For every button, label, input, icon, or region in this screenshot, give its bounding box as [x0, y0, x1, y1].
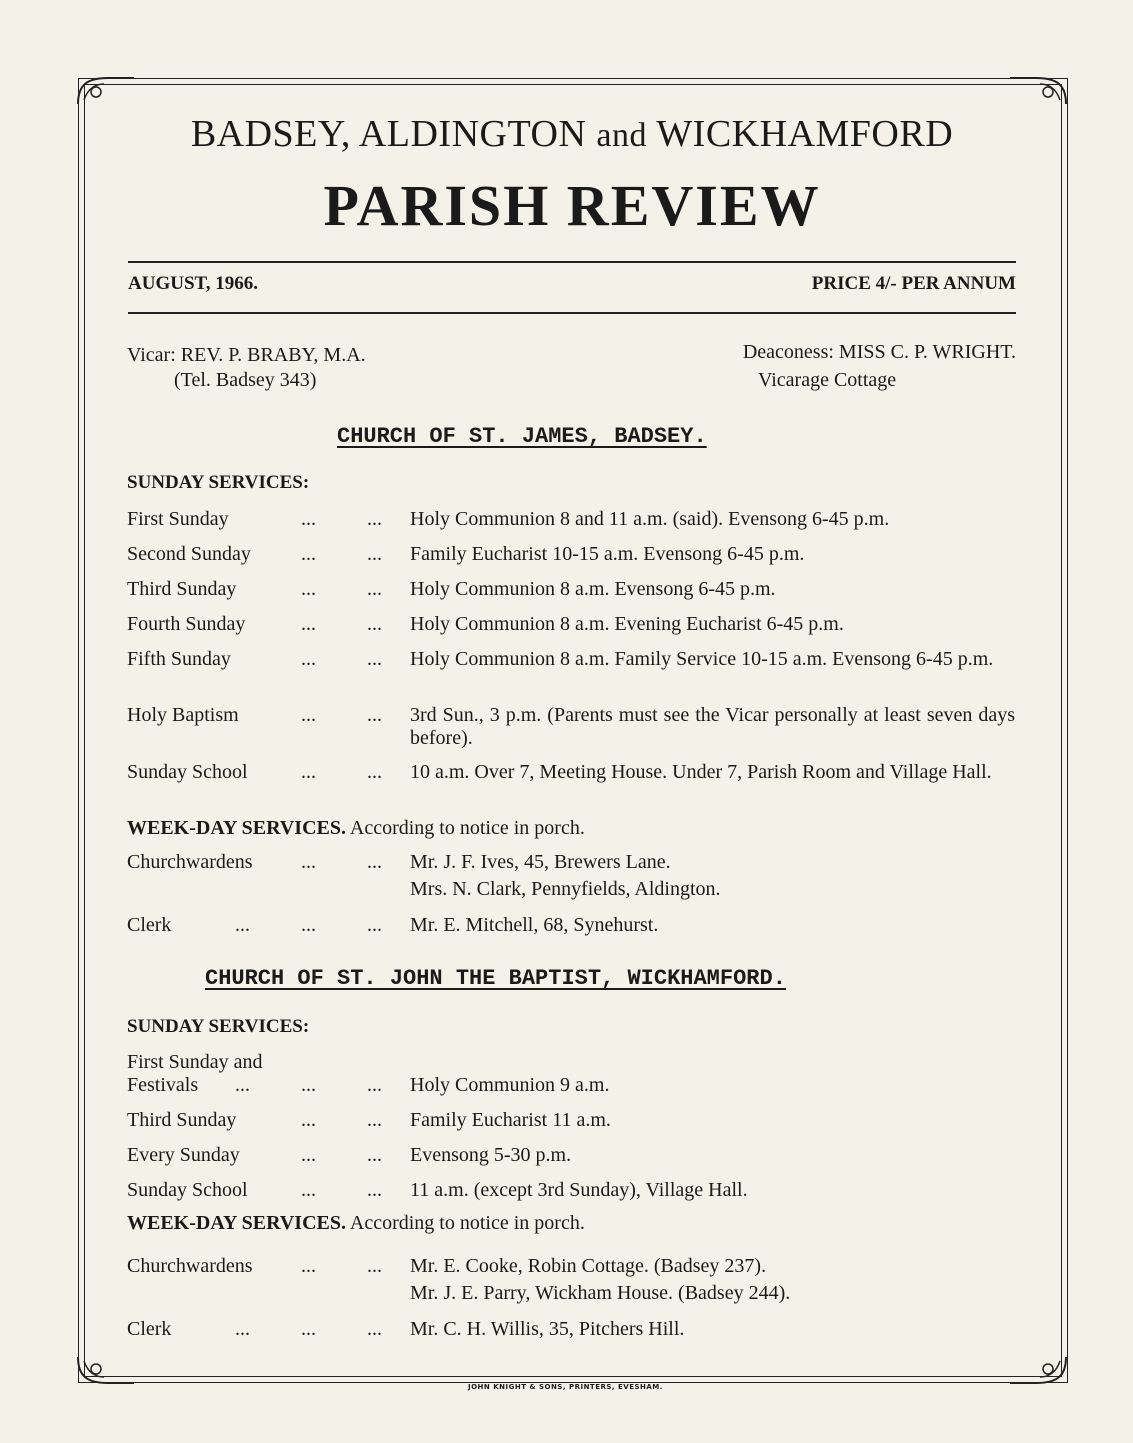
service-value: 10 a.m. Over 7, Meeting House. Under 7, Parish Room and Village Hall.	[410, 761, 992, 783]
leader-dots: ...	[301, 1074, 316, 1096]
service-value: Family Eucharist 11 a.m.	[410, 1109, 611, 1131]
service-value: 3rd Sun., 3 p.m. (Parents must see the Vicar personally at least seven days before).	[410, 704, 1015, 749]
leader-dots: ...	[367, 851, 382, 873]
leader-dots: ...	[301, 1318, 316, 1340]
badsey-church-heading: CHURCH OF ST. JAMES, BADSEY.	[337, 424, 707, 449]
vicar-name: Vicar: REV. P. BRABY, M.A.	[127, 344, 366, 366]
clerk-label: Clerk	[127, 1318, 172, 1340]
service-value: Holy Communion 8 a.m. Evening Eucharist 6-45 p.m.	[410, 613, 844, 635]
churchwarden-1: Mr. J. F. Ives, 45, Brewers Lane.	[410, 851, 671, 873]
corner-ornament-icon	[1008, 1351, 1070, 1387]
service-value: Holy Communion 9 a.m.	[410, 1074, 610, 1096]
service-value: Holy Communion 8 a.m. Evensong 6-45 p.m.	[410, 578, 776, 600]
churchwardens-label: Churchwardens	[127, 851, 253, 873]
leader-dots: ...	[301, 851, 316, 873]
leader-dots: ...	[367, 1179, 382, 1201]
parish-names	[128, 112, 1016, 156]
clerk-label: Clerk	[127, 914, 172, 936]
service-label: Second Sunday	[127, 543, 251, 565]
printer-credit: JOHN KNIGHT & SONS, PRINTERS, EVESHAM.	[468, 1383, 663, 1391]
leader-dots: ...	[301, 1255, 316, 1277]
service-label: Sunday School	[127, 761, 248, 783]
leader-dots: ...	[367, 1144, 382, 1166]
leader-dots: ...	[301, 578, 316, 600]
corner-ornament-icon	[1008, 74, 1070, 110]
service-value: 11 a.m. (except 3rd Sunday), Village Hall.	[410, 1179, 748, 1201]
badsey-weekday-services	[127, 817, 585, 840]
parish-names-a: BADSEY, ALDINGTON	[190, 113, 587, 155]
divider	[128, 312, 1016, 314]
service-label: Fifth Sunday	[127, 648, 231, 670]
leader-dots: ...	[301, 704, 316, 726]
leader-dots: ...	[367, 1255, 382, 1277]
leader-dots: ...	[367, 914, 382, 936]
service-label: Every Sunday	[127, 1144, 240, 1166]
corner-ornament-icon	[74, 74, 136, 110]
leader-dots: ...	[367, 761, 382, 783]
leader-dots: ...	[367, 648, 382, 670]
deaconess-name: Deaconess: MISS C. P. WRIGHT.	[742, 341, 1016, 363]
leader-dots: ...	[235, 1074, 250, 1096]
leader-dots: ...	[367, 1074, 382, 1096]
weekday-text: According to notice in porch.	[349, 817, 585, 839]
leader-dots: ...	[301, 1109, 316, 1131]
leader-dots: ...	[367, 508, 382, 530]
service-label: First Sunday	[127, 508, 229, 530]
corner-ornament-icon	[74, 1351, 136, 1387]
leader-dots: ...	[367, 613, 382, 635]
leader-dots: ...	[235, 1318, 250, 1340]
clerk-value: Mr. E. Mitchell, 68, Synehurst.	[410, 914, 659, 936]
page-title: PARISH REVIEW	[323, 173, 821, 238]
service-value: Holy Communion 8 and 11 a.m. (said). Evensong 6-45 p.m.	[410, 508, 890, 530]
service-label: Sunday School	[127, 1179, 248, 1201]
clerk-value: Mr. C. H. Willis, 35, Pitchers Hill.	[410, 1318, 685, 1340]
leader-dots: ...	[301, 543, 316, 565]
weekday-text: According to notice in porch.	[349, 1212, 585, 1234]
leader-dots: ...	[301, 761, 316, 783]
issue-price: PRICE 4/- PER ANNUM	[811, 273, 1016, 294]
churchwardens-label: Churchwardens	[127, 1255, 253, 1277]
leader-dots: ...	[301, 508, 316, 530]
leader-dots: ...	[301, 914, 316, 936]
leader-dots: ...	[301, 1179, 316, 1201]
service-label: Fourth Sunday	[127, 613, 246, 635]
service-label: First Sunday and	[127, 1051, 263, 1073]
deaconess-address: Vicarage Cottage	[758, 369, 897, 391]
leader-dots: ...	[301, 648, 316, 670]
service-label: Third Sunday	[127, 1109, 237, 1131]
leader-dots: ...	[367, 1109, 382, 1131]
leader-dots: ...	[367, 704, 382, 726]
wickhamford-sunday-label: SUNDAY SERVICES:	[127, 1016, 310, 1037]
issue-date: AUGUST, 1966.	[128, 273, 259, 294]
service-value: Family Eucharist 10-15 a.m. Evensong 6-45 p.m.	[410, 543, 805, 565]
service-value: Holy Communion 8 a.m. Family Service 10-15 a.m. Evensong 6-45 p.m.	[410, 648, 994, 670]
service-value: Evensong 5-30 p.m.	[410, 1144, 572, 1166]
parish-names-and: and	[596, 117, 647, 154]
badsey-sunday-label: SUNDAY SERVICES:	[127, 472, 310, 493]
leader-dots: ...	[367, 578, 382, 600]
churchwarden-2: Mrs. N. Clark, Pennyfields, Aldington.	[410, 878, 721, 900]
divider	[128, 261, 1016, 263]
service-label: Third Sunday	[127, 578, 237, 600]
service-label: Festivals	[127, 1074, 199, 1096]
leader-dots: ...	[367, 1318, 382, 1340]
wickhamford-weekday-services	[127, 1212, 585, 1235]
leader-dots: ...	[301, 613, 316, 635]
weekday-label: WEEK-DAY SERVICES.	[127, 817, 346, 839]
service-label: Holy Baptism	[127, 704, 239, 726]
churchwarden-2: Mr. J. E. Parry, Wickham House. (Badsey 244).	[410, 1282, 791, 1304]
leader-dots: ...	[235, 914, 250, 936]
weekday-label: WEEK-DAY SERVICES.	[127, 1212, 346, 1234]
wickhamford-church-heading: CHURCH OF ST. JOHN THE BAPTIST, WICKHAMFORD.	[205, 966, 786, 991]
parish-names-b: WICKHAMFORD	[656, 113, 954, 155]
leader-dots: ...	[301, 1144, 316, 1166]
churchwarden-1: Mr. E. Cooke, Robin Cottage. (Badsey 237).	[410, 1255, 767, 1277]
leader-dots: ...	[367, 543, 382, 565]
vicar-telephone: (Tel. Badsey 343)	[174, 369, 317, 391]
